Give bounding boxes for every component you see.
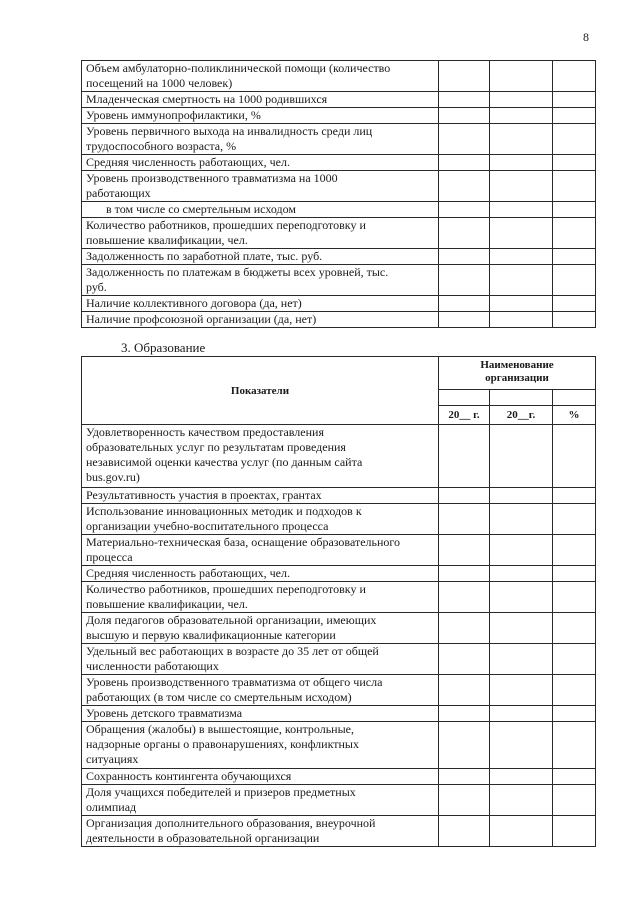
- value-cell: [490, 249, 553, 265]
- table-row: [82, 644, 596, 675]
- education-indicators-table: [81, 356, 596, 847]
- indicator-label: Удовлетворенность качеством предоставления образовательных услуг по результатам проведения независимой оценки качества услуг (по данным сайта bus.gov.ru): [82, 425, 439, 488]
- value-cell: [553, 566, 596, 582]
- table-row: [82, 218, 596, 249]
- indicator-label: Наличие профсоюзной организации (да, нет): [82, 312, 439, 328]
- indicator-label: Обращения (жалобы) в вышестоящие, контрольные, надзорные органы о правонарушениях, конфликтных ситуациях: [82, 722, 439, 769]
- value-cell: [553, 706, 596, 722]
- value-cell: [553, 124, 596, 155]
- value-cell: [553, 722, 596, 769]
- value-cell: [490, 218, 553, 249]
- indicator-label: Сохранность контингента обучающихся: [82, 769, 439, 785]
- value-cell: [553, 155, 596, 171]
- value-cell: [553, 769, 596, 785]
- table-row: [82, 535, 596, 566]
- value-cell: [490, 124, 553, 155]
- table-row: [82, 155, 596, 171]
- indicator-label: Доля педагогов образовательной организации, имеющих высшую и первую квалификационные категории: [82, 613, 439, 644]
- header-blank-cell: [490, 390, 553, 406]
- table-row: [82, 722, 596, 769]
- value-cell: [439, 92, 490, 108]
- value-cell: [553, 218, 596, 249]
- value-cell: [553, 816, 596, 847]
- header-blank-cell: [553, 390, 596, 406]
- value-cell: [553, 644, 596, 675]
- table-row: [82, 675, 596, 706]
- section-title: 3. Образование: [121, 340, 206, 355]
- value-cell: [553, 249, 596, 265]
- value-cell: [553, 613, 596, 644]
- table-row: [82, 296, 596, 312]
- value-cell: [439, 816, 490, 847]
- value-cell: [439, 155, 490, 171]
- value-cell: [439, 769, 490, 785]
- indicator-label: Организация дополнительного образования, внеурочной деятельности в образовательной организации: [82, 816, 439, 847]
- indicator-label: Доля учащихся победителей и призеров предметных олимпиад: [82, 785, 439, 816]
- table-row: [82, 171, 596, 202]
- table-row: [82, 785, 596, 816]
- table-row: [82, 108, 596, 124]
- indicator-label: Средняя численность работающих, чел.: [82, 566, 439, 582]
- value-cell: [490, 675, 553, 706]
- value-cell: [553, 582, 596, 613]
- value-cell: [553, 61, 596, 92]
- table-row: [82, 425, 596, 488]
- value-cell: [439, 582, 490, 613]
- table-row: [82, 124, 596, 155]
- value-cell: [490, 535, 553, 566]
- value-cell: [553, 312, 596, 328]
- indicator-label: Результативность участия в проектах, грантах: [82, 488, 439, 504]
- value-cell: [439, 202, 490, 218]
- value-cell: [490, 785, 553, 816]
- value-cell: [439, 296, 490, 312]
- value-cell: [490, 722, 553, 769]
- value-cell: [553, 785, 596, 816]
- value-cell: [439, 644, 490, 675]
- value-cell: [439, 613, 490, 644]
- value-cell: [553, 202, 596, 218]
- table-row: [82, 488, 596, 504]
- value-cell: [439, 171, 490, 202]
- value-cell: [439, 488, 490, 504]
- table-row: [82, 582, 596, 613]
- value-cell: [490, 644, 553, 675]
- indicator-label: Уровень производственного травматизма от общего числа работающих (в том числе со смертельным исходом): [82, 675, 439, 706]
- table-row: [82, 566, 596, 582]
- table-row: [82, 706, 596, 722]
- table-row: [82, 61, 596, 92]
- value-cell: [490, 312, 553, 328]
- value-cell: [439, 785, 490, 816]
- value-cell: [439, 425, 490, 488]
- indicator-label: Количество работников, прошедших переподготовку и повышение квалификации, чел.: [82, 582, 439, 613]
- value-cell: [553, 108, 596, 124]
- table-row: [82, 312, 596, 328]
- table-row: [82, 265, 596, 296]
- value-cell: [439, 504, 490, 535]
- table-row: [82, 816, 596, 847]
- value-cell: [439, 265, 490, 296]
- value-cell: [439, 566, 490, 582]
- value-cell: [490, 582, 553, 613]
- year2-header: 20__г.: [490, 406, 553, 425]
- value-cell: [490, 61, 553, 92]
- year1-header: 20__ г.: [439, 406, 490, 425]
- table-row: [82, 249, 596, 265]
- table-row: [82, 92, 596, 108]
- value-cell: [439, 312, 490, 328]
- indicator-label: Средняя численность работающих, чел.: [82, 155, 439, 171]
- indicator-label: Задолженность по заработной плате, тыс. руб.: [82, 249, 439, 265]
- table-row: [82, 504, 596, 535]
- indicator-label: в том числе со смертельным исходом: [82, 202, 439, 218]
- indicator-label: Задолженность по платежам в бюджеты всех уровней, тыс. руб.: [82, 265, 439, 296]
- value-cell: [439, 124, 490, 155]
- table-row: [82, 613, 596, 644]
- indicator-label: Уровень детского травматизма: [82, 706, 439, 722]
- value-cell: [439, 249, 490, 265]
- value-cell: [490, 171, 553, 202]
- value-cell: [553, 504, 596, 535]
- value-cell: [490, 613, 553, 644]
- value-cell: [553, 535, 596, 566]
- value-cell: [553, 488, 596, 504]
- value-cell: [553, 425, 596, 488]
- value-cell: [490, 265, 553, 296]
- value-cell: [490, 108, 553, 124]
- indicator-label: Использование инновационных методик и подходов к организации учебно-воспитательного процесса: [82, 504, 439, 535]
- org-name-header: Наименование организации: [439, 357, 596, 390]
- value-cell: [490, 769, 553, 785]
- value-cell: [439, 675, 490, 706]
- indicator-label: Наличие коллективного договора (да, нет): [82, 296, 439, 312]
- value-cell: [439, 218, 490, 249]
- header-blank-cell: [439, 390, 490, 406]
- indicator-label: Уровень производственного травматизма на 1000 работающих: [82, 171, 439, 202]
- value-cell: [553, 171, 596, 202]
- value-cell: [439, 108, 490, 124]
- indicator-label: Младенческая смертность на 1000 родившихся: [82, 92, 439, 108]
- value-cell: [439, 722, 490, 769]
- value-cell: [490, 296, 553, 312]
- value-cell: [490, 155, 553, 171]
- health-indicators-table: [81, 60, 596, 328]
- value-cell: [490, 425, 553, 488]
- value-cell: [490, 816, 553, 847]
- value-cell: [490, 504, 553, 535]
- value-cell: [490, 202, 553, 218]
- value-cell: [439, 61, 490, 92]
- value-cell: [490, 488, 553, 504]
- value-cell: [490, 92, 553, 108]
- indicator-label: Удельный вес работающих в возрасте до 35 лет от общей численности работающих: [82, 644, 439, 675]
- value-cell: [553, 92, 596, 108]
- indicator-label: Объем амбулаторно-поликлинической помощи (количество посещений на 1000 человек): [82, 61, 439, 92]
- indicator-label: Количество работников, прошедших переподготовку и повышение квалификации, чел.: [82, 218, 439, 249]
- value-cell: [553, 265, 596, 296]
- indicator-label: Уровень первичного выхода на инвалидность среди лиц трудоспособного возраста, %: [82, 124, 439, 155]
- value-cell: [490, 706, 553, 722]
- indicators-header: Показатели: [82, 357, 439, 425]
- table-row: [82, 202, 596, 218]
- indicator-label: Материально-техническая база, оснащение образовательного процесса: [82, 535, 439, 566]
- table-row: [82, 769, 596, 785]
- value-cell: [553, 675, 596, 706]
- percent-header: %: [553, 406, 596, 425]
- value-cell: [490, 566, 553, 582]
- value-cell: [439, 706, 490, 722]
- value-cell: [553, 296, 596, 312]
- page-number: 8: [583, 30, 589, 44]
- indicator-label: Уровень иммунопрофилактики, %: [82, 108, 439, 124]
- value-cell: [439, 535, 490, 566]
